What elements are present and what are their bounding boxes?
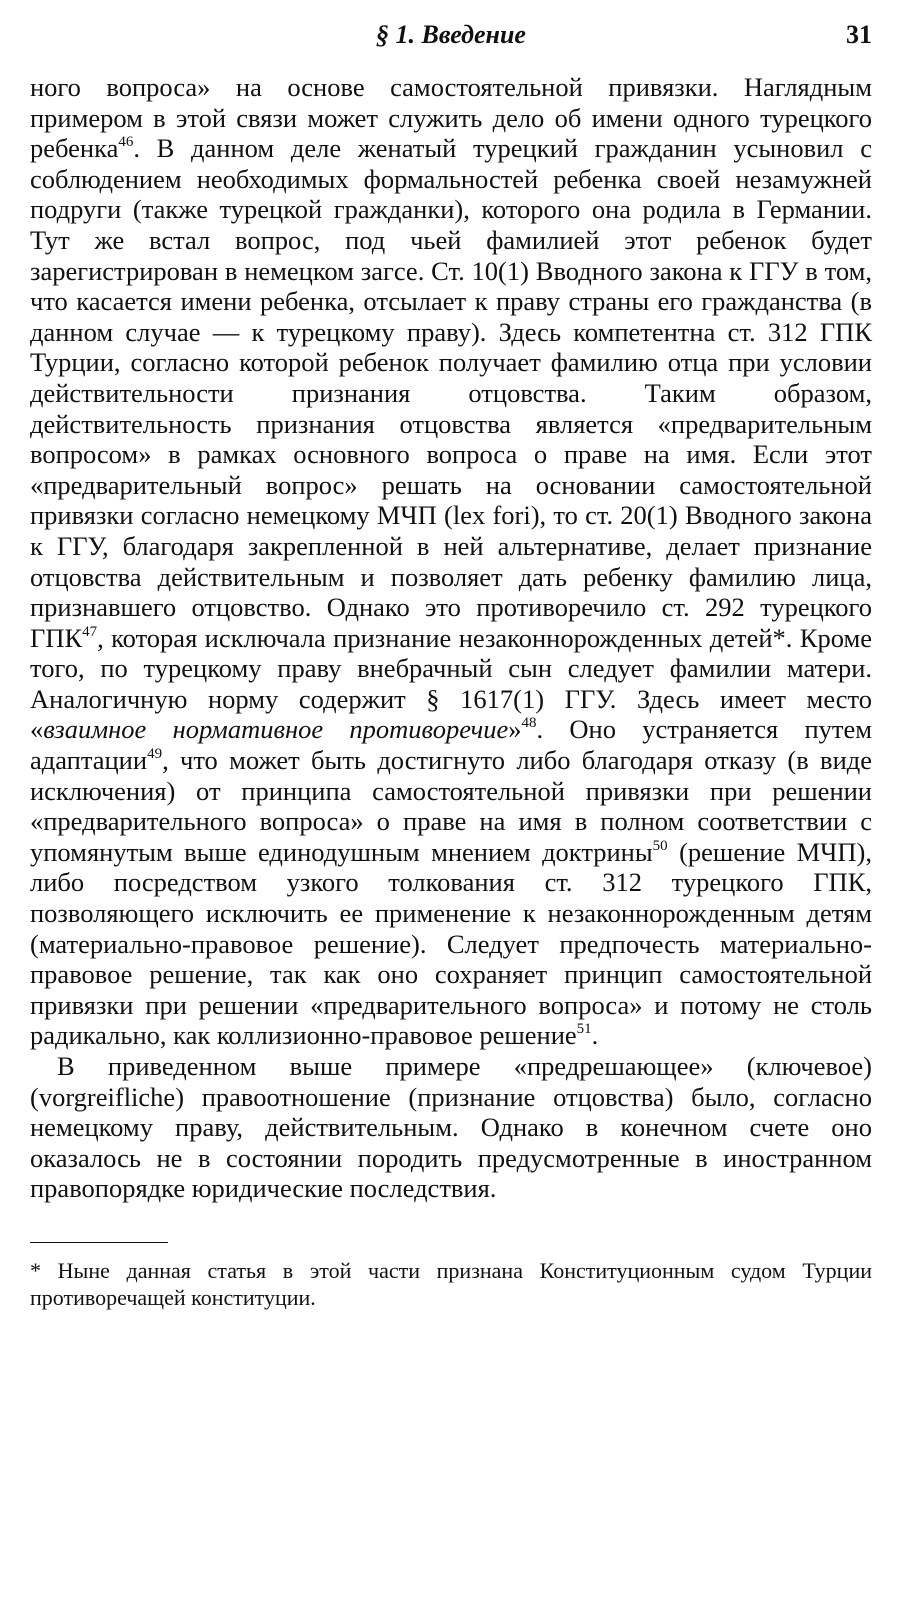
text-run: . В данном деле женатый турецкий гражданин усыновил с соблюдением необходимых формальностей ребенка своей незамужней подруги (также турецкой гражданки), которого она родила в Германии. Тут же встал вопрос, под чьей фамилией этот ребенок будет зарегистрирован в немецком загсе. Ст. 10(1) Вводного закона к ГГУ в том, что касается имени ребенка, отсылает к праву страны его гражданства (в данном случае — к турецкому праву). Здесь компетентна ст. 312 ГПК Турции, согласно которой ребенок получает фамилию отца при условии действительности признания отцовства. Таким образом, действительность признания отцовства является «предварительным вопросом» в рамках основного вопроса о праве на имя. Если этот «предварительный вопрос» решать на основании самостоятельной привязки согласно немецкому МЧП (lex fori), то ст. 20(1) Вводного закона к ГГУ, благодаря закрепленной в ней альтернативе, делает признание отцовства действительным и позволяет дать ребенку фамилию лица, признавшего отцовство. Однако это противоречило ст. 292 турецкого ГПК [30, 133, 872, 653]
footnote-ref-50: 50 [652, 837, 668, 854]
body-text [30, 72, 872, 1204]
page-number: 31 [846, 20, 872, 49]
running-head: § 1. Введение [376, 20, 526, 49]
footnote: * Ныне данная статья в этой части признана Конституционным судом Турции противоречащей конституции. [30, 1257, 872, 1310]
footnote-ref-46: 46 [118, 134, 134, 151]
page [30, 20, 872, 1311]
text-run: , что может быть достигнуто либо благодаря отказу (в виде исключения) от принципа самостоятельной привязки при решении «предварительного вопроса» о праве на имя в полном соответствии с упомянутым выше единодушным мнением доктрины [30, 745, 872, 867]
paragraph [30, 72, 872, 1051]
footnote-divider [30, 1242, 168, 1243]
footnote-ref-49: 49 [147, 746, 163, 763]
text-run: , которая исключала признание незаконнорожденных детей*. Кроме того, по турецкому праву внебрачный сын следует фамилии матери. Аналогичную норму содержит § 1617(1) ГГУ. Здесь имеет место « [30, 622, 872, 745]
footnote-ref-48: 48 [521, 715, 537, 732]
text-run: . [591, 1020, 599, 1051]
text-run: » [508, 714, 522, 745]
emphasized-term: взаимное нормативное противоречие [43, 714, 509, 745]
page-header [30, 20, 872, 54]
text-run: (решение МЧП), либо посредством узкого толкования ст. 312 турецкого ГПК, позволяющего исключить ее применение к незаконнорожденным детям (материально-правовое решение). Следует предпочесть материально-правовое решение, так как оно сохраняет принцип самостоятельной привязки при решении «предварительного вопроса» и потому не столь радикально, как коллизионно-правовое решение [30, 836, 872, 1051]
paragraph: В приведенном выше примере «предрешающее» (ключевое) (vorgreifliche) правоотношение (признание отцовства) было, согласно немецкому праву, действительным. Однако в конечном счете оно оказалось не в состоянии породить предусмотренные в иностранном правопорядке юридические последствия. [30, 1051, 872, 1204]
text-run: . Оно устраняется путем адаптации [30, 714, 872, 776]
footnote-ref-51: 51 [576, 1021, 592, 1038]
text-run: ного вопроса» на основе самостоятельной привязки. Наглядным примером в этой связи может служить дело об имени одного турецкого ребенка [30, 72, 872, 164]
footnote-ref-47: 47 [82, 623, 98, 640]
